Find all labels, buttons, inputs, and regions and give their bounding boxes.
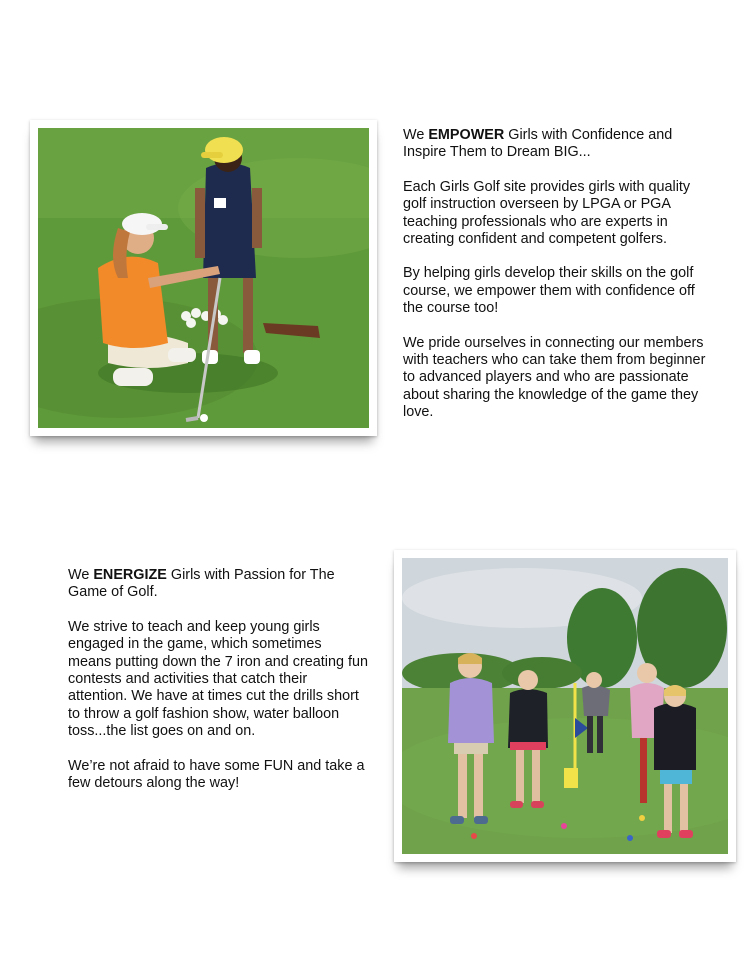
photo-girls-group: [402, 558, 728, 854]
empower-heading: We EMPOWER Girls with Confidence and Inspire Them to Dream BIG...: [403, 127, 673, 161]
photo-girls-group-frame: [394, 550, 736, 862]
energize-paragraph-2: We’re not afraid to have some FUN and take a few detours along the way!: [68, 757, 365, 792]
photo-instructor-with-girl: [38, 128, 369, 428]
energize-paragraph-1: We strive to teach and keep young girls engaged in the game, which sometimes means putting down the 7 iron and creating fun contests and activities that catch their attention. We have at times cut the drills short to throw a golf fashion show, water balloon toss...the list goes on and on.: [68, 618, 369, 740]
photo-instructor-with-girl-frame: [30, 120, 377, 436]
energize-heading: We ENERGIZE Girls with Passion for The Game of Golf.: [68, 567, 335, 601]
empower-paragraph-3: We pride ourselves in connecting our members with teachers who can take them from beginner to advanced players and who are passionate about sharing the knowledge of the game they love.: [403, 334, 706, 421]
empower-keyword: EMPOWER: [428, 127, 505, 143]
empower-paragraph-1: Each Girls Golf site provides girls with quality golf instruction overseen by LPGA or PGA teaching professionals who are experts in creating confident and competent golfers.: [403, 178, 691, 248]
empower-paragraph-2: By helping girls develop their skills on the golf course, we empower them with confidence off the course too!: [403, 265, 695, 317]
energize-keyword: ENERGIZE: [93, 567, 167, 583]
energize-text-block: [68, 567, 368, 809]
empower-text-block: [403, 127, 713, 439]
